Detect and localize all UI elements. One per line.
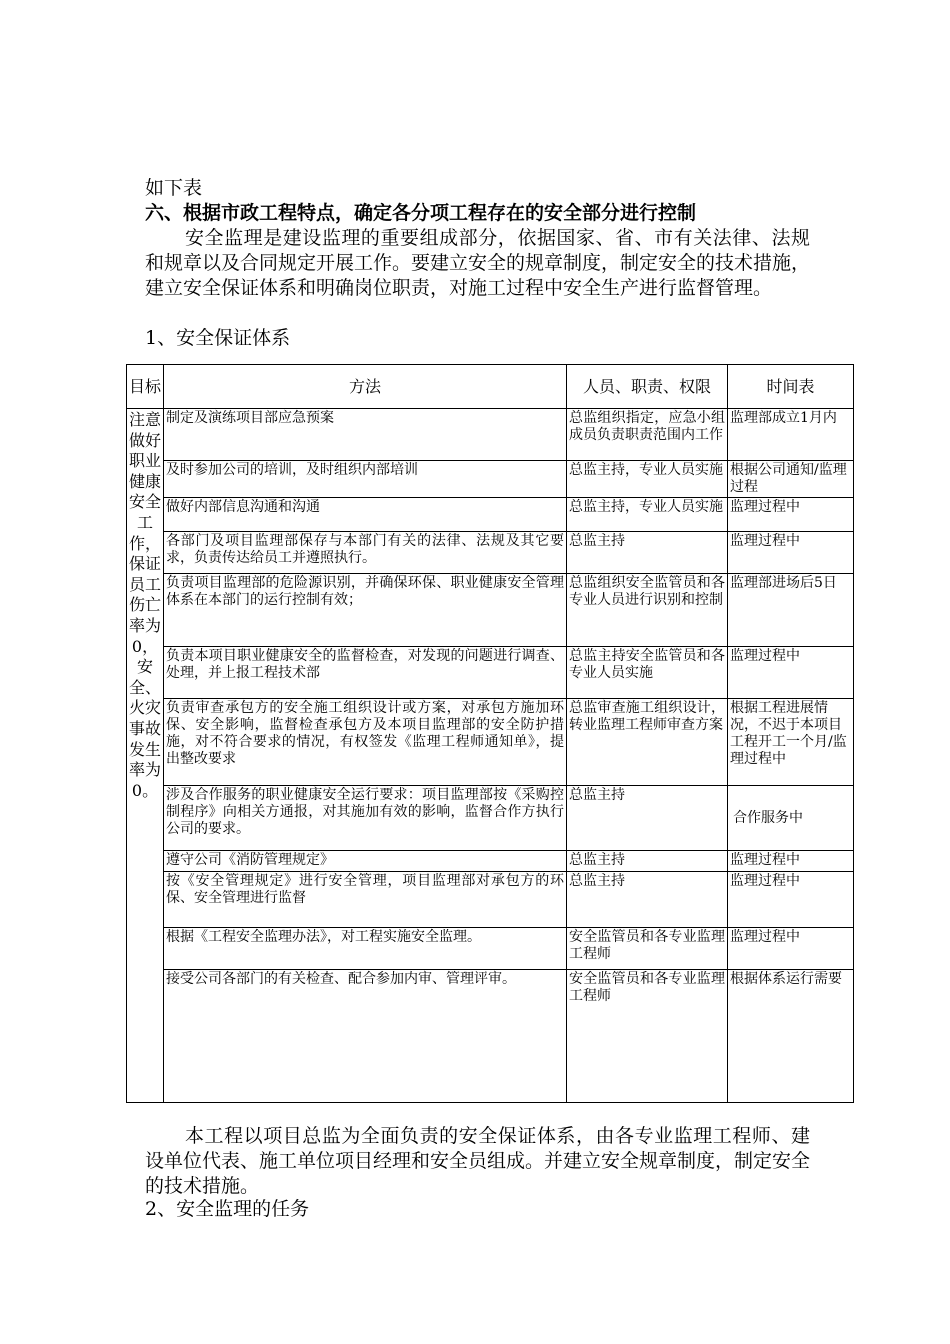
time-cell: 监理过程中 xyxy=(728,928,854,970)
safety-assurance-table xyxy=(126,364,854,1103)
time-cell: 根据公司通知/监理过程 xyxy=(728,461,854,498)
method-cell: 负责审查承包方的安全施工组织设计或方案，对承包方施加环保、安全影响，监督检查承包方及本项目监理部的安全防护措施，对不符合要求的情况，有权签发《监理工程师通知单》，提出整改要求 xyxy=(164,699,567,786)
person-cell: 总监主持 xyxy=(567,872,728,928)
table-row xyxy=(127,409,854,461)
person-cell: 安全监管员和各专业监理工程师 xyxy=(567,970,728,1103)
header-person: 人员、职责、权限 xyxy=(567,365,728,409)
person-cell: 总监主持，专业人员实施 xyxy=(567,498,728,532)
time-cell: 监理过程中 xyxy=(728,532,854,574)
person-cell: 总监主持 xyxy=(567,851,728,872)
time-cell: 监理过程中 xyxy=(728,647,854,699)
time-cell: 合作服务中 xyxy=(728,786,854,851)
method-cell: 各部门及项目监理部保存与本部门有关的法律、法规及其它要求，负责传达给员工并遵照执行。 xyxy=(164,532,567,574)
header-time: 时间表 xyxy=(728,365,854,409)
table-row xyxy=(127,970,854,1103)
person-cell: 总监审查施工组织设计，转业监理工程师审查方案 xyxy=(567,699,728,786)
table-row xyxy=(127,574,854,647)
section-paragraph: 安全监理是建设监理的重要组成部分，依据国家、省、市有关法律、法规和规章以及合同规定开展工作。要建立安全的规章制度，制定安全的技术措施，建立安全保证体系和明确岗位职责，对施工过程中安全生产进行监督管理。 xyxy=(145,227,811,299)
time-cell: 监理部进场后5日 xyxy=(728,574,854,647)
method-cell: 制定及演练项目部应急预案 xyxy=(164,409,567,461)
person-cell: 总监主持安全监管员和各专业人员实施 xyxy=(567,647,728,699)
subheading-safety-tasks: 2、安全监理的任务 xyxy=(145,1198,310,1220)
method-cell: 遵守公司《消防管理规定》 xyxy=(164,851,567,872)
method-cell: 按《安全管理规定》进行安全管理，项目监理部对承包方的环保、安全管理进行监督 xyxy=(164,872,567,928)
table-row xyxy=(127,532,854,574)
person-cell: 总监主持 xyxy=(567,786,728,851)
method-cell: 做好内部信息沟通和沟通 xyxy=(164,498,567,532)
goal-cell: 注意做好职业健康安全工作，保证员工伤亡率为0，安全、火灾事故发生率为0。 xyxy=(127,409,164,1103)
method-cell: 接受公司各部门的有关检查、配合参加内审、管理评审。 xyxy=(164,970,567,1103)
table-header-row xyxy=(127,365,854,409)
time-cell: 根据工程进展情况，不迟于本项目工程开工一个月/监理过程中 xyxy=(728,699,854,786)
person-cell: 总监主持，专业人员实施 xyxy=(567,461,728,498)
time-cell: 监理过程中 xyxy=(728,872,854,928)
method-cell: 负责项目监理部的危险源识别，并确保环保、职业健康安全管理体系在本部门的运行控制有效； xyxy=(164,574,567,647)
table-row xyxy=(127,498,854,532)
person-cell: 安全监管员和各专业监理工程师 xyxy=(567,928,728,970)
table-row xyxy=(127,786,854,851)
table-row xyxy=(127,872,854,928)
header-goal: 目标 xyxy=(127,365,164,409)
closing-paragraph: 本工程以项目总监为全面负责的安全保证体系，由各专业监理工程师、建设单位代表、施工单位项目经理和安全员组成。并建立安全规章制度，制定安全的技术措施。 xyxy=(145,1125,811,1197)
table-row xyxy=(127,699,854,786)
intro-text: 如下表 xyxy=(145,177,203,199)
method-cell: 根据《工程安全监理办法》，对工程实施安全监理。 xyxy=(164,928,567,970)
person-cell: 总监组织指定，应急小组成员负责职责范围内工作 xyxy=(567,409,728,461)
subheading-safety-system: 1、安全保证体系 xyxy=(145,327,291,349)
section-heading: 六、根据市政工程特点，确定各分项工程存在的安全部分进行控制 xyxy=(145,202,697,224)
table-row xyxy=(127,461,854,498)
method-cell: 负责本项目职业健康安全的监督检查，对发现的问题进行调查、处理，并上报工程技术部 xyxy=(164,647,567,699)
time-cell: 监理部成立1月内 xyxy=(728,409,854,461)
method-cell: 涉及合作服务的职业健康安全运行要求：项目监理部按《采购控制程序》向相关方通报，对其施加有效的影响，监督合作方执行公司的要求。 xyxy=(164,786,567,851)
time-cell: 监理过程中 xyxy=(728,851,854,872)
time-cell: 监理过程中 xyxy=(728,498,854,532)
person-cell: 总监组织安全监管员和各专业人员进行识别和控制 xyxy=(567,574,728,647)
method-cell: 及时参加公司的培训，及时组织内部培训 xyxy=(164,461,567,498)
table-row xyxy=(127,851,854,872)
table-row xyxy=(127,647,854,699)
header-method: 方法 xyxy=(164,365,567,409)
person-cell: 总监主持 xyxy=(567,532,728,574)
time-cell: 根据体系运行需要 xyxy=(728,970,854,1103)
table-row xyxy=(127,928,854,970)
